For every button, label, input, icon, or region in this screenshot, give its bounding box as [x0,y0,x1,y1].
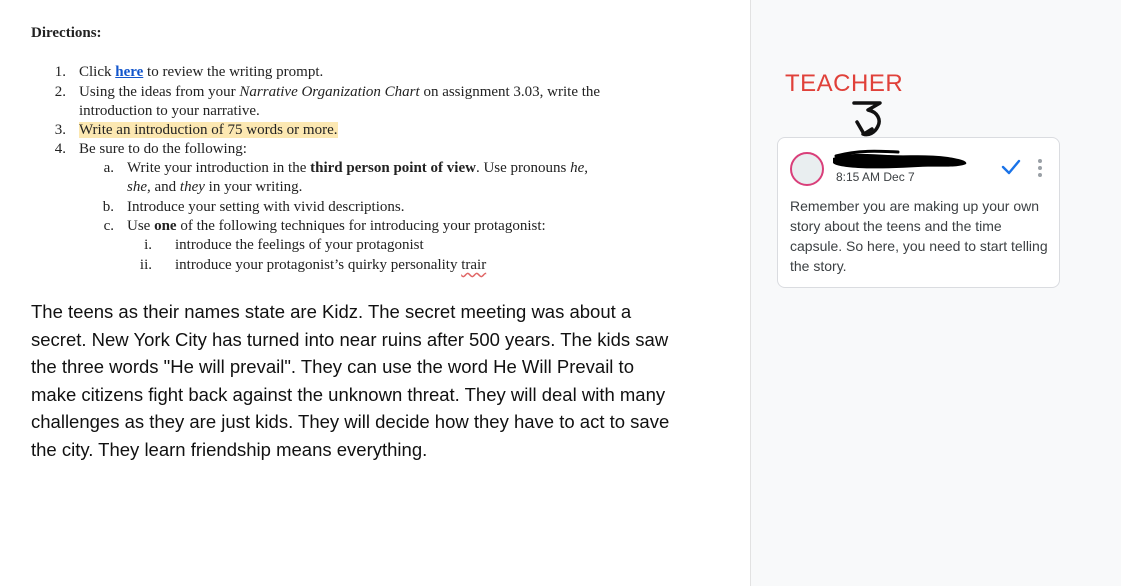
sublist-item-a-line-2 [127,178,302,197]
directions-heading: Directions: [31,25,102,41]
list-item-text: of the following techniques for introducing your protagonist: [176,218,546,234]
hand-drawn-arrow-icon [848,100,888,138]
story-line: challenges as they are just kids. They will decide how they have to act to save [31,411,670,432]
roman-numeral: ii. [139,257,152,273]
comment-text: Remember you are making up your own story about the teens and the time capsule. So here, you need to start telling the story. [790,198,1048,274]
sublist-letter: b. [102,199,114,215]
list-item-text: . Use pronouns [475,160,571,176]
sublist-item-b: Introduce your setting with vivid descriptions. [127,199,405,215]
list-item-text: on assignment 3.03, write the [419,84,601,100]
sublist-letter: c. [103,218,114,234]
comment-card[interactable] [777,137,1060,288]
technique-item-i: introduce the feelings of your protagonist [175,237,424,253]
student-story[interactable] [31,298,671,463]
list-number: 3. [54,122,66,138]
comment-timestamp: 8:15 AM Dec 7 [836,170,915,184]
list-item-4: Be sure to do the following: [79,141,247,157]
list-item-3 [79,121,338,140]
pronoun: he [570,160,585,176]
prompt-link[interactable]: here [115,64,144,80]
list-item-2-line-1 [79,83,600,102]
pronoun: they [179,179,205,195]
list-number: 2. [54,84,66,100]
list-item-text: Use [127,218,155,234]
list-item-2-line-2: introduction to your narrative. [79,103,260,119]
story-line: make citizens fight back against the unknown threat. They will deal with many [31,383,666,405]
teacher-annotation: TEACHER [785,70,904,97]
chart-name: Narrative Organization Chart [239,84,420,100]
misspelled-word[interactable]: trair [461,257,487,273]
sublist-item-c [127,217,546,236]
list-number: 4. [54,141,66,157]
technique-item-ii [175,256,486,275]
story-line: The teens as their names state are Kidz. The secret meeting was about a [31,301,632,322]
story-line: secret. New York City has turned into near ruins after 500 years. The kids saw [31,328,669,350]
list-item-text: to review the writing prompt. [143,64,324,80]
list-item-text: , [584,160,589,176]
pronoun: she [127,179,147,195]
roman-numeral: i. [144,237,152,253]
resolve-check-icon[interactable] [1001,158,1021,176]
highlighted-text: Write an introduction of 75 words or more. [79,122,338,138]
list-item-text: Using the ideas from your [79,84,240,100]
list-item-text: Click [79,64,116,80]
story-line: the city. They learn friendship means everything. [31,438,428,460]
list-item-text: introduce your protagonist’s quirky personality [175,257,462,273]
list-number: 1. [54,64,66,80]
bold-text: one [154,218,177,234]
list-item-text: , and [147,179,180,195]
list-item-text: Write your introduction in the [127,160,311,176]
sublist-item-a-line-1 [127,159,588,178]
bold-text: third person point of view [310,160,476,176]
sublist-letter: a. [103,160,114,176]
more-options-icon[interactable] [1035,158,1045,178]
story-line: the three words "He will prevail". They can use the word He Will Prevail to [31,356,634,377]
list-item-1 [79,63,323,82]
list-item-text: in your writing. [204,179,303,195]
avatar[interactable] [790,152,824,186]
